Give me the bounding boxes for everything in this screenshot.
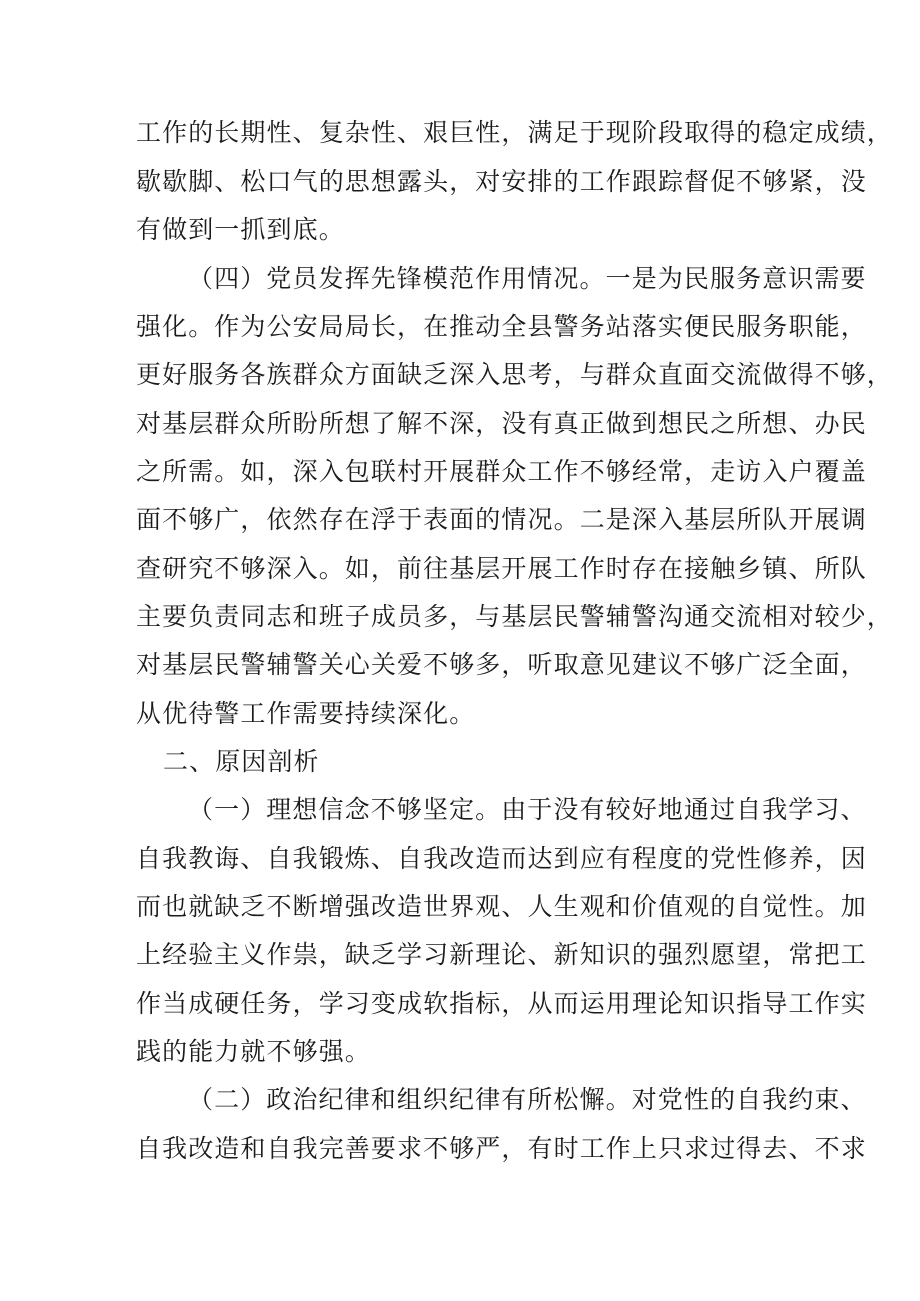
text-line: 上经验主义作祟，缺乏学习新理论、新知识的强烈愿望，常把工: [136, 940, 867, 969]
text-line: 主要负责同志和班子成员多，与基层民警辅警沟通交流相对较少，: [136, 602, 893, 631]
text-line: 强化。作为公安局局长，在推动全县警务站落实便民服务职能，: [136, 312, 867, 341]
text-line: 有做到一抓到底。: [136, 215, 345, 244]
paragraph-start-line: （二）政治纪律和组织纪律有所松懈。对党性的自我约束、: [188, 1085, 867, 1114]
text-line: 面不够广，依然存在浮于表面的情况。二是深入基层所队开展调: [136, 505, 867, 534]
section-heading: 二、原因剖析: [163, 747, 320, 776]
text-line: 对基层民警辅警关心关爱不够多，听取意见建议不够广泛全面，: [136, 650, 867, 679]
text-line: 查研究不够深入。如，前往基层开展工作时存在接触乡镇、所队: [136, 554, 867, 583]
text-line: 自我教诲、自我锻炼、自我改造而达到应有程度的党性修养，因: [136, 844, 867, 873]
paragraph-start-line: （一）理想信念不够坚定。由于没有较好地通过自我学习、: [188, 795, 867, 824]
text-line: 之所需。如，深入包联村开展群众工作不够经常，走访入户覆盖: [136, 457, 867, 486]
text-line: 自我改造和自我完善要求不够严，有时工作上只求过得去、不求: [136, 1134, 867, 1163]
text-line: 践的能力就不够强。: [136, 1037, 371, 1066]
text-line: 而也就缺乏不断增强改造世界观、人生观和价值观的自觉性。加: [136, 892, 867, 921]
text-line: 工作的长期性、复杂性、艰巨性，满足于现阶段取得的稳定成绩，: [136, 118, 893, 147]
text-line: 对基层群众所盼所想了解不深，没有真正做到想民之所想、办民: [136, 409, 867, 438]
text-line: 歇歇脚、松口气的思想露头，对安排的工作跟踪督促不够紧，没: [136, 167, 867, 196]
text-line: 从优待警工作需要持续深化。: [136, 699, 476, 728]
text-line: 更好服务各族群众方面缺乏深入思考，与群众直面交流做得不够，: [136, 360, 893, 389]
text-line: 作当成硬任务，学习变成软指标，从而运用理论知识指导工作实: [136, 989, 867, 1018]
paragraph-start-line: （四）党员发挥先锋模范作用情况。一是为民服务意识需要: [188, 264, 867, 293]
